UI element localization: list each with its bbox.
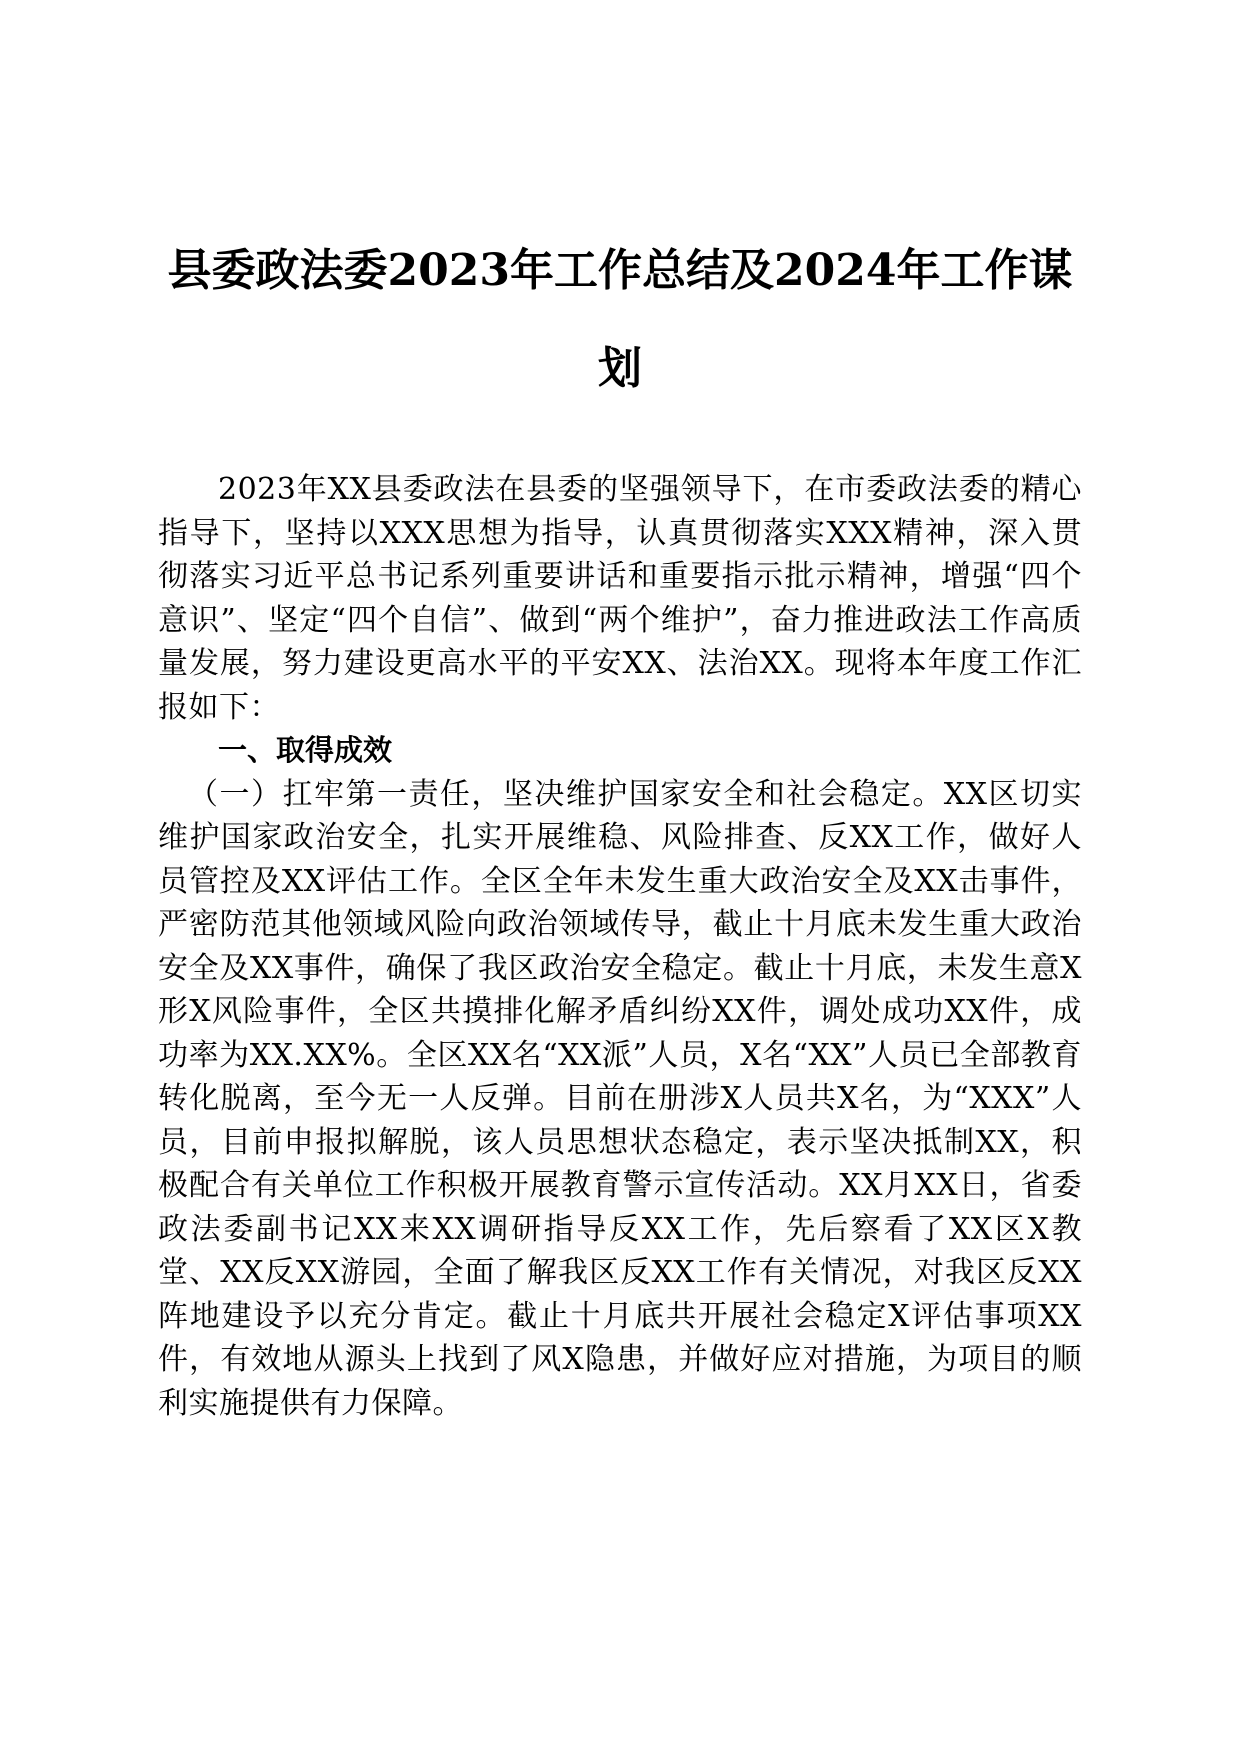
intro-paragraph: 2023年XX县委政法在县委的坚强领导下，在市委政法委的精心指导下，坚持以XXX思想为指导，认真贯彻落实XXX精神，深入贯彻落实习近平总书记系列重要讲话和重要指示批示精神，增强“四个意识”、坚定“四个自信”、做到“两个维护”，奋力推进政法工作高质量发展，努力建设更高水平的平安XX、法治XX。现将本年度工作汇报如下： — [158, 472, 1082, 725]
title-line-2: 划 — [598, 343, 642, 394]
section-heading-achievements: 一、取得成效 — [218, 733, 393, 767]
document-title — [150, 222, 1090, 418]
document-body — [158, 468, 1082, 1425]
section1-paragraph-1: （一）扛牢第一责任，坚决维护国家安全和社会稳定。XX区切实维护国家政治安全，扎实开展维稳、风险排查、反XX工作，做好人员管控及XX评估工作。全区全年未发生重大政治安全及XX击事件，严密防范其他领域风险向政治领域传导，截止十月底未发生重大政治安全及XX事件，确保了我区政治安全稳定。截止十月底，未发生意X形X风险事件，全区共摸排化解矛盾纠纷XX件，调处成功XX件，成功率为XX.XX%。全区XX名“XX派”人员，X名“XX”人员已全部教育转化脱离，至今无一人反弹。目前在册涉X人员共X名，为“XXX”人员，目前申报拟解脱，该人员思想状态稳定，表示坚决抵制XX，积极配合有关单位工作积极开展教育警示宣传活动。XX月XX日，省委政法委副书记XX来XX调研指导反XX工作，先后察看了XX区X教堂、XX反XX游园，全面了解我区反XX工作有关情况，对我区反XX阵地建设予以充分肯定。截止十月底共开展社会稳定X评估事项XX件，有效地从源头上找到了风X隐患，并做好应对措施，为项目的顺利实施提供有力保障。 — [158, 776, 1082, 1421]
title-line-1: 县委政法委2023年工作总结及2024年工作谋 — [167, 245, 1073, 296]
